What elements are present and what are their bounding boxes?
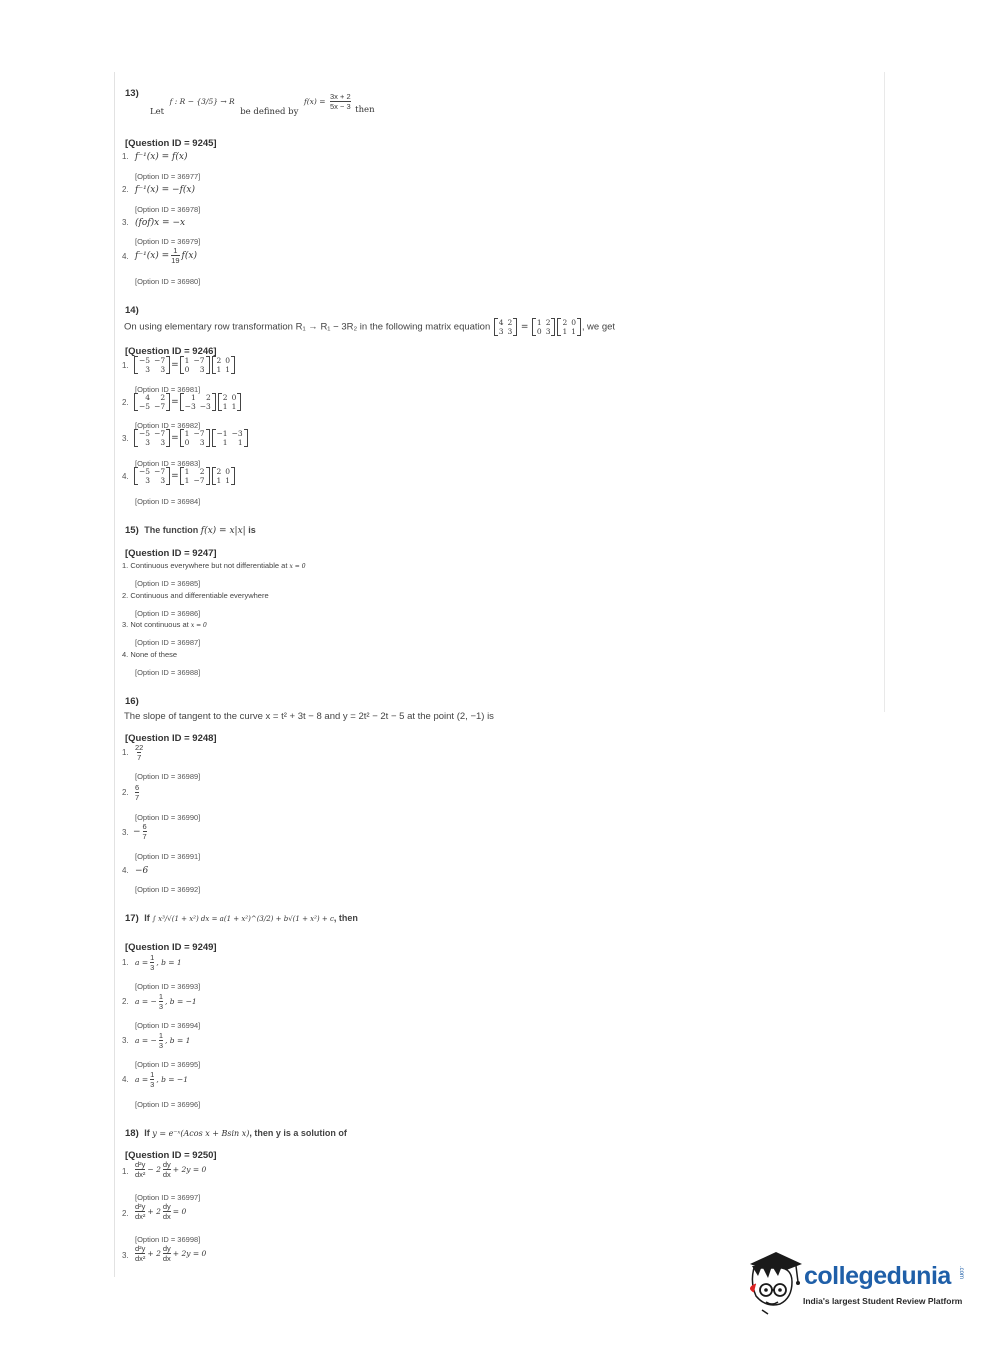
option-text: f⁻¹(x) = −f(x) — [135, 185, 196, 195]
option-id: [Option ID = 36997] — [135, 1193, 201, 1202]
brand-dotcom: .com — [958, 1266, 964, 1280]
option-id: [Option ID = 36986] — [135, 609, 201, 618]
option-text: a = − $\frac{1}{3}$ , b = 1 — [135, 1031, 191, 1050]
option-id: [Option ID = 36982] — [135, 421, 201, 430]
option-number: 1. — [122, 958, 129, 967]
fraction: $\frac{3x + 2}{5x - 3}$ — [330, 92, 351, 111]
option-id: [Option ID = 36987] — [135, 638, 201, 647]
option-matrix-equation: 4 2 −5 −7 = 1 2 −3 −3 2 0 1 1 — [133, 393, 242, 411]
option-matrix-equation: −5 −7 3 3 = 1 −7 0 3 −1 −3 1 1 — [133, 429, 249, 447]
option-text: $\frac{\text{d²y}}{\text{dx²}}$ + 2 $\frac{dy}{dx}$ = 0 — [135, 1202, 187, 1221]
option-id: [Option ID = 36978] — [135, 205, 201, 214]
question-15-stem: 15) The function f(x) = x|x| is — [125, 525, 256, 536]
option-number: 4. — [122, 1075, 129, 1084]
option-number: 1. — [122, 748, 129, 757]
option-id: [Option ID = 36977] — [135, 172, 201, 181]
stem-text: be defined by — [240, 106, 299, 117]
function-expression: f : R − {3/5} → R — [169, 96, 235, 106]
question-number: 14) — [125, 305, 139, 316]
brand-name: collegedunia — [804, 1262, 951, 1290]
option-text: $\frac{6}{7}$ — [135, 783, 140, 802]
option-id: [Option ID = 36991] — [135, 852, 201, 861]
option-text: $\frac{\text{d²y}}{\text{dx²}}$ − 2 $\frac{dy}{dx}$ + 2y = 0 — [135, 1160, 207, 1179]
question-id: [Question ID = 9248] — [125, 733, 217, 744]
mascot-icon — [742, 1248, 802, 1318]
option-id: [Option ID = 36984] — [135, 497, 201, 506]
question-13-stem — [150, 92, 375, 117]
function-expression: f(x) = — [303, 96, 326, 106]
option-number: 1. — [122, 361, 129, 370]
stem-text: then — [355, 104, 375, 115]
option-id: [Option ID = 36995] — [135, 1060, 201, 1069]
option-number: 3. — [122, 434, 129, 443]
option-text: − $\frac{6}{7}$ — [133, 822, 147, 841]
option-number: 1. — [122, 1167, 129, 1176]
option-number: 2. — [122, 185, 129, 194]
collegedunia-logo — [742, 1248, 972, 1318]
option-id: [Option ID = 36983] — [135, 459, 201, 468]
option-text: a = $\frac{1}{3}$ , b = −1 — [135, 1070, 188, 1089]
option-id: [Option ID = 36993] — [135, 982, 201, 991]
option-text: (fof)x = −x — [135, 218, 186, 228]
option-text: 2. Continuous and differentiable everywhere — [122, 591, 269, 600]
option-id: [Option ID = 36980] — [135, 277, 201, 286]
option-matrix-equation: −5 −7 3 3 = 1 2 1 −7 2 0 1 1 — [133, 467, 236, 485]
question-14-stem: On using elementary row transformation R₁ → R₁ − 3R₂ in the following matrix equation 4 2 3 3 = 1 2 0 3 2 0 1 1 , we get — [124, 318, 616, 336]
option-number: 3. — [122, 1251, 129, 1260]
option-id: [Option ID = 36990] — [135, 813, 201, 822]
question-18-stem: 18) If y = e⁻ˣ(Acos x + Bsin x), then y is a solution of — [125, 1128, 347, 1139]
option-number: 2. — [122, 1209, 129, 1218]
option-number: 2. — [122, 788, 129, 797]
option-number: 3. — [122, 1036, 129, 1045]
option-matrix-equation: −5 −7 3 3 = 1 −7 0 3 2 0 1 1 — [133, 356, 236, 374]
option-number: 3. — [122, 828, 129, 837]
stem-text: Let — [150, 106, 165, 117]
option-text: f⁻¹(x) = $\frac{1}{19}$ f(x) — [135, 246, 197, 265]
option-id: [Option ID = 36988] — [135, 668, 201, 677]
option-id: [Option ID = 36992] — [135, 885, 201, 894]
option-id: [Option ID = 36979] — [135, 237, 201, 246]
option-id: [Option ID = 36989] — [135, 772, 201, 781]
question-id: [Question ID = 9249] — [125, 942, 217, 953]
option-id: [Option ID = 36994] — [135, 1021, 201, 1030]
option-number: 1. — [122, 152, 129, 161]
option-id: [Option ID = 36985] — [135, 579, 201, 588]
option-text: $\frac{22}{7}$ — [135, 743, 144, 762]
option-number: 4. — [122, 472, 129, 481]
option-id: [Option ID = 36981] — [135, 385, 201, 394]
question-id: [Question ID = 9247] — [125, 548, 217, 559]
question-17-stem: 17) If ∫ x³/√(1 + x²) dx = a(1 + x²)^(3/2) + b√(1 + x²) + c, then — [125, 913, 358, 924]
option-id: [Option ID = 36998] — [135, 1235, 201, 1244]
option-number: 2. — [122, 398, 129, 407]
option-number: 2. — [122, 997, 129, 1006]
option-text: 1. Continuous everywhere but not differentiable at x = 0 — [122, 561, 306, 570]
option-number: 4. — [122, 866, 129, 875]
option-text: −6 — [135, 866, 149, 876]
option-text: 4. None of these — [122, 650, 178, 659]
option-text: 3. Not continuous at x = 0 — [122, 620, 207, 629]
question-number: 13) — [125, 88, 139, 99]
question-number: 16) — [125, 696, 139, 707]
option-id: [Option ID = 36996] — [135, 1100, 201, 1109]
question-id: [Question ID = 9246] — [125, 346, 217, 357]
question-id: [Question ID = 9245] — [125, 138, 217, 149]
option-text: a = − $\frac{1}{3}$ , b = −1 — [135, 992, 197, 1011]
brand-tagline: India's largest Student Review Platform — [803, 1296, 963, 1306]
question-id: [Question ID = 9250] — [125, 1150, 217, 1161]
option-number: 3. — [122, 218, 129, 227]
option-text: $\frac{\text{d²y}}{\text{dx²}}$ + 2 $\frac{dy}{dx}$ + 2y = 0 — [135, 1244, 207, 1263]
option-text: a = $\frac{1}{3}$ , b = 1 — [135, 953, 182, 972]
question-16-stem: The slope of tangent to the curve x = t² + 3t − 8 and y = 2t² − 2t − 5 at the point (2, −1) is — [124, 711, 494, 722]
option-number: 4. — [122, 252, 129, 261]
option-text: f⁻¹(x) = f(x) — [135, 152, 188, 162]
